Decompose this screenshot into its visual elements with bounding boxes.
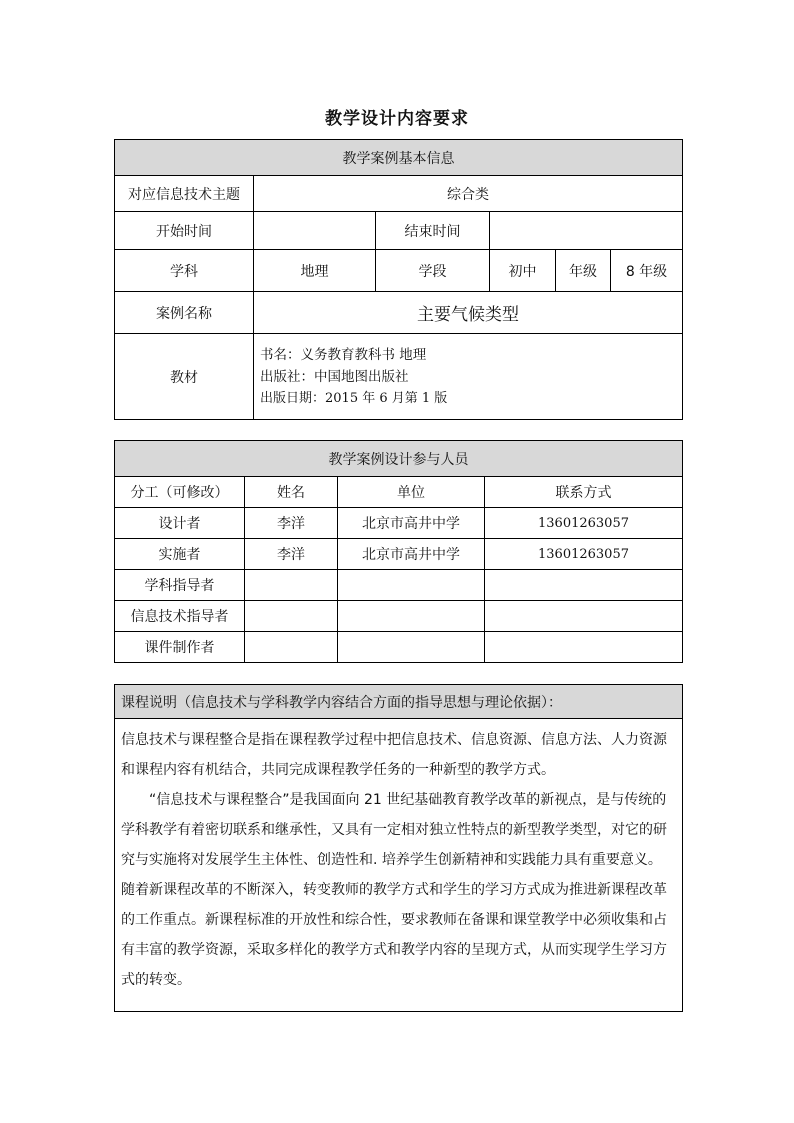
- topic-value: 综合类: [254, 176, 683, 212]
- notes-paragraph: 信息技术与课程整合是指在课程教学过程中把信息技术、信息资源、信息方法、人力资源和课程内容有机结合，共同完成课程教学任务的一种新型的教学方式。: [121, 732, 667, 778]
- basic-info-table: [114, 139, 683, 420]
- role-cell: 实施者: [115, 539, 245, 570]
- stage-label: 学段: [376, 250, 490, 292]
- textbook-line: 出版社：中国地图出版社: [260, 368, 409, 385]
- course-notes-body: [115, 719, 683, 1012]
- contact-cell: [485, 632, 683, 663]
- subject-label: 学科: [115, 250, 254, 292]
- topic-label: 对应信息技术主题: [115, 176, 254, 212]
- unit-cell: [338, 601, 485, 632]
- stage-value: 初中: [490, 250, 556, 292]
- role-cell: 课件制作者: [115, 632, 245, 663]
- column-header: 分工（可修改）: [115, 477, 245, 508]
- case-name-label: 案例名称: [115, 292, 254, 334]
- unit-cell: [338, 570, 485, 601]
- table-row: [115, 632, 683, 663]
- column-header: 姓名: [245, 477, 338, 508]
- contact-cell: [485, 601, 683, 632]
- unit-cell: 北京市高井中学: [338, 539, 485, 570]
- end-time-label: 结束时间: [376, 212, 490, 250]
- document-title: 教学设计内容要求: [325, 109, 469, 129]
- contact-cell: 13601263057: [485, 539, 683, 570]
- subject-value: 地理: [254, 250, 376, 292]
- textbook-line: 出版日期：2015 年 6 月第 1 版: [260, 390, 448, 406]
- name-cell: [245, 632, 338, 663]
- end-time-value: [490, 212, 683, 250]
- role-cell: 设计者: [115, 508, 245, 539]
- role-cell: 学科指导者: [115, 570, 245, 601]
- grade-label: 年级: [556, 250, 611, 292]
- table-row: [115, 570, 683, 601]
- table-row: [115, 508, 683, 539]
- notes-paragraph: “信息技术与课程整合”是我国面向 21 世纪基础教育教学改革的新视点，是与传统的学科教学有着密切联系和继承性，又具有一定相对独立性特点的新型教学类型，对它的研究与实施将对发展学生主体性、创造性和. 培养学生创新精神和实践能力具有重要意义。: [121, 792, 667, 868]
- name-cell: [245, 601, 338, 632]
- name-cell: 李洋: [245, 539, 338, 570]
- start-time-value: [254, 212, 376, 250]
- textbook-label: 教材: [115, 334, 254, 420]
- course-notes-table: [114, 684, 683, 1012]
- name-cell: [245, 570, 338, 601]
- start-time-label: 开始时间: [115, 212, 254, 250]
- unit-cell: 北京市高井中学: [338, 508, 485, 539]
- column-header: 单位: [338, 477, 485, 508]
- notes-paragraph: 随着新课程改革的不断深入，转变教师的教学方式和学生的学习方式成为推进新课程改革的工作重点。新课程标准的开放性和综合性，要求教师在备课和课堂教学中必须收集和占有丰富的教学资源，采取多样化的教学方式和教学内容的呈现方式，从而实现学生学习方式的转变。: [121, 882, 667, 988]
- role-cell: 信息技术指导者: [115, 601, 245, 632]
- staff-header: 教学案例设计参与人员: [115, 441, 683, 477]
- course-notes-header: 课程说明（信息技术与学科教学内容结合方面的指导思想与理论依据）：: [115, 685, 683, 719]
- grade-value: 8 年级: [611, 250, 683, 292]
- textbook-info: [254, 334, 683, 420]
- case-name-value: 主要气候类型: [254, 292, 683, 334]
- textbook-line: 书名：义务教育教科书 地理: [260, 346, 427, 363]
- contact-cell: 13601263057: [485, 508, 683, 539]
- table-row: [115, 601, 683, 632]
- contact-cell: [485, 570, 683, 601]
- table-row: [115, 539, 683, 570]
- column-header: 联系方式: [485, 477, 683, 508]
- basic-info-header: 教学案例基本信息: [115, 140, 683, 176]
- name-cell: 李洋: [245, 508, 338, 539]
- staff-table: [114, 440, 683, 663]
- unit-cell: [338, 632, 485, 663]
